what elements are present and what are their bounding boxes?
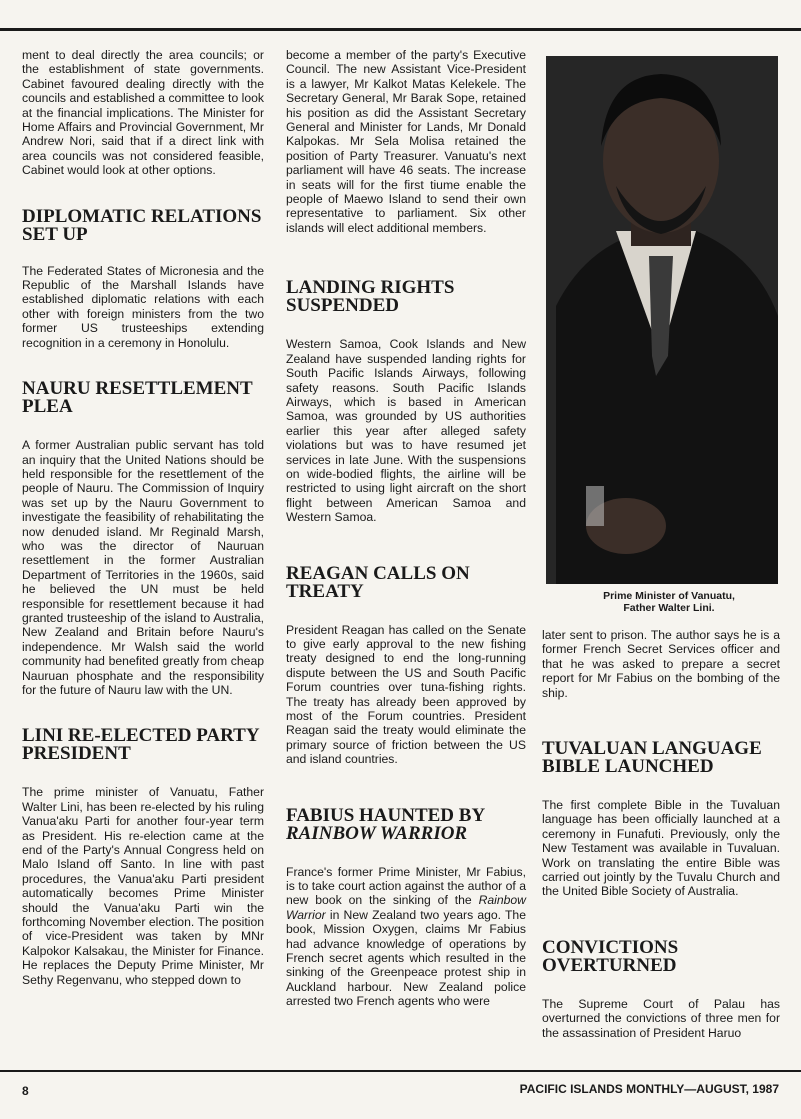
heading-tuvaluan-bible: TUVALUAN LANGUAGE BIBLE LAUNCHED: [542, 738, 762, 778]
column-3: [542, 628, 780, 1040]
heading-fabius: [286, 804, 526, 844]
column-2: [286, 48, 526, 1009]
reagan-treaty-paragraph: President Reagan has called on the Senate to give early approval to the new fishing treaty designed to end the long-running dispute between the US and South Pacific Forum countries over tuna-fishing rights. The treaty has already been approved by most of the Forum countries. President Reagan said the treaty would eliminate the primary source of friction between the US and island countries.: [286, 622, 526, 767]
heading-convictions-overturned: CONVICTIONS OVERTURNED: [542, 936, 679, 976]
photo-caption-line-1: Prime Minister of Vanuatu,: [603, 590, 735, 602]
heading-diplomatic-relations: DIPLOMATIC RELATIONS SET UP: [22, 205, 262, 245]
heading-fabius-line-1: FABIUS HAUNTED BY: [286, 804, 486, 826]
diplomatic-relations-paragraph: The Federated States of Micronesia and the Republic of the Marshall Islands have established diplomatic relations with each other with foreign ministers from the two former US trusteeships extending recognition in a ceremony in Honolulu.: [22, 263, 264, 350]
photo-caption-line-2: Father Walter Lini.: [623, 602, 715, 614]
column-1: [22, 48, 264, 987]
photo-caption: [546, 590, 792, 614]
lini-reelected-paragraph: The prime minister of Vanuatu, Father Walter Lini, has been re-elected by his ruling Vanua'aku Parti for another four-year term as President. His re-election came at the end of the Party's Annual Congress held on Malo Island off Santo. In line with past procedures, the Vanua'aku Parti president automatically becomes Prime Minister should the Vanua'aku Parti win the forthcoming November election. The position of vice-President was taken by MNr Kalpokor Kalsakau, the Minister for Finance. He replaces the Deputy Prime Minister, Mr Sethy Regenvanu, who stepped down to: [22, 785, 264, 987]
page-number: 8: [22, 1084, 29, 1098]
fabius-text-a: France's former Prime Minister, Mr Fabius, is to take court action against the author of a new book on the sinking of the: [286, 864, 526, 908]
convictions-overturned-paragraph: The Supreme Court of Palau has overturned the convictions of three men for the assassination of President Haruo: [542, 996, 780, 1040]
heading-landing-rights: LANDING RIGHTS SUSPENDED: [286, 277, 455, 317]
heading-lini-reelected: LINI RE-ELECTED PARTY PRESIDENT: [22, 725, 259, 765]
landing-rights-paragraph: Western Samoa, Cook Islands and New Zealand have suspended landing rights for South Pacific Islands Airways, following safety reasons. South Pacific Islands Airways, which is based in American Samoa, was grounded by US authorities earlier this year after alleged safety violations but was to have resumed jet services in late June. With the suspensions on wide-bodied flights, the airline will be restricted to using light aircraft on the short flight between American Samoa and Western Samoa.: [286, 337, 526, 525]
tuvaluan-bible-paragraph: The first complete Bible in the Tuvaluan language has been officially launched at a ceremony in Funafuti. Previously, only the New Testament was available in Tuvaluan. Work on translating the entire Bible was carried out jointly by the Tuvalu Church and the United Bible Society of Australia.: [542, 798, 780, 899]
bottom-rule: [0, 1070, 801, 1072]
top-rule: [0, 28, 801, 31]
col3-continued-paragraph: later sent to prison. The author says he is a former French Secret Services officer and that he was asked to prepare a secret report for Mr Fabius on the bombing of the ship.: [542, 628, 780, 700]
col2-continued-paragraph: become a member of the party's Executive Council. The new Assistant Vice-President is a lawyer, Mr Kalkot Matas Kelekele. The Secretary General, Mr Barak Sope, retained his position as did the Assistant Secretary General and Minister for Lands, Mr Donald Kalpokas. Mr Sela Molisa retained the position of Party Treasurer. Vanuatu's next parliament will have 46 seats. The increase in seats will for the first tiume enable the people of Maewo Island to send their own representative to parliament. Six other islands will elect additional members.: [286, 48, 526, 235]
heading-fabius-line-2: RAINBOW WARRIOR: [286, 822, 468, 844]
heading-nauru-resettlement: NAURU RESETTLEMENT PLEA: [22, 378, 253, 418]
heading-reagan-treaty: REAGAN CALLS ON TREATY: [286, 562, 470, 602]
portrait-illustration: [546, 56, 778, 584]
publication-footer: PACIFIC ISLANDS MONTHLY—AUGUST, 1987: [519, 1082, 779, 1096]
nauru-resettlement-paragraph: A former Australian public servant has told an inquiry that the United Nations should be held responsible for the resettlement of the people of Nauru. The Commission of Inquiry was set up by the Nauru Government to investigate the feasibility of rehabilitating the now denuded island. Mr Reginald Marsh, who was the director of Nauruan resettlement in the former Australian Department of Territories in the 1960s, said he believed the UN must be held responsible for resettlement because it had granted trusteeship of the island to Australia, New Zealand and Britain before Nauru's independence. Mr Walsh said the world community had benefited greatly from cheap Nauruan phosphate and the responsibility for the future of Nauru law with the UN.: [22, 438, 264, 697]
fabius-text-ship-name: Rainbow Warrior: [286, 893, 526, 922]
fabius-text-b: in New Zealand two years ago. The book, Mission Oxygen, claims Mr Fabius had advance knowledge of operations by French secret agents which resulted in the sinking of the Greenpeace protest ship in Auckland harbour. New Zealand police arrested two French agents who were: [286, 907, 526, 1009]
portrait-photo: [546, 56, 778, 584]
fabius-paragraph: [286, 865, 526, 1009]
col1-intro-paragraph: ment to deal directly the area councils; or the establishment of state governments. Cabinet favoured dealing directly with the councils and established a committee to look at the financial implications. The Minister for Home Affairs and Provincial Government, Mr Andrew Nori, said that if a direct link with area councils was not considered feasible, Cabinet would look at other options.: [22, 48, 264, 178]
